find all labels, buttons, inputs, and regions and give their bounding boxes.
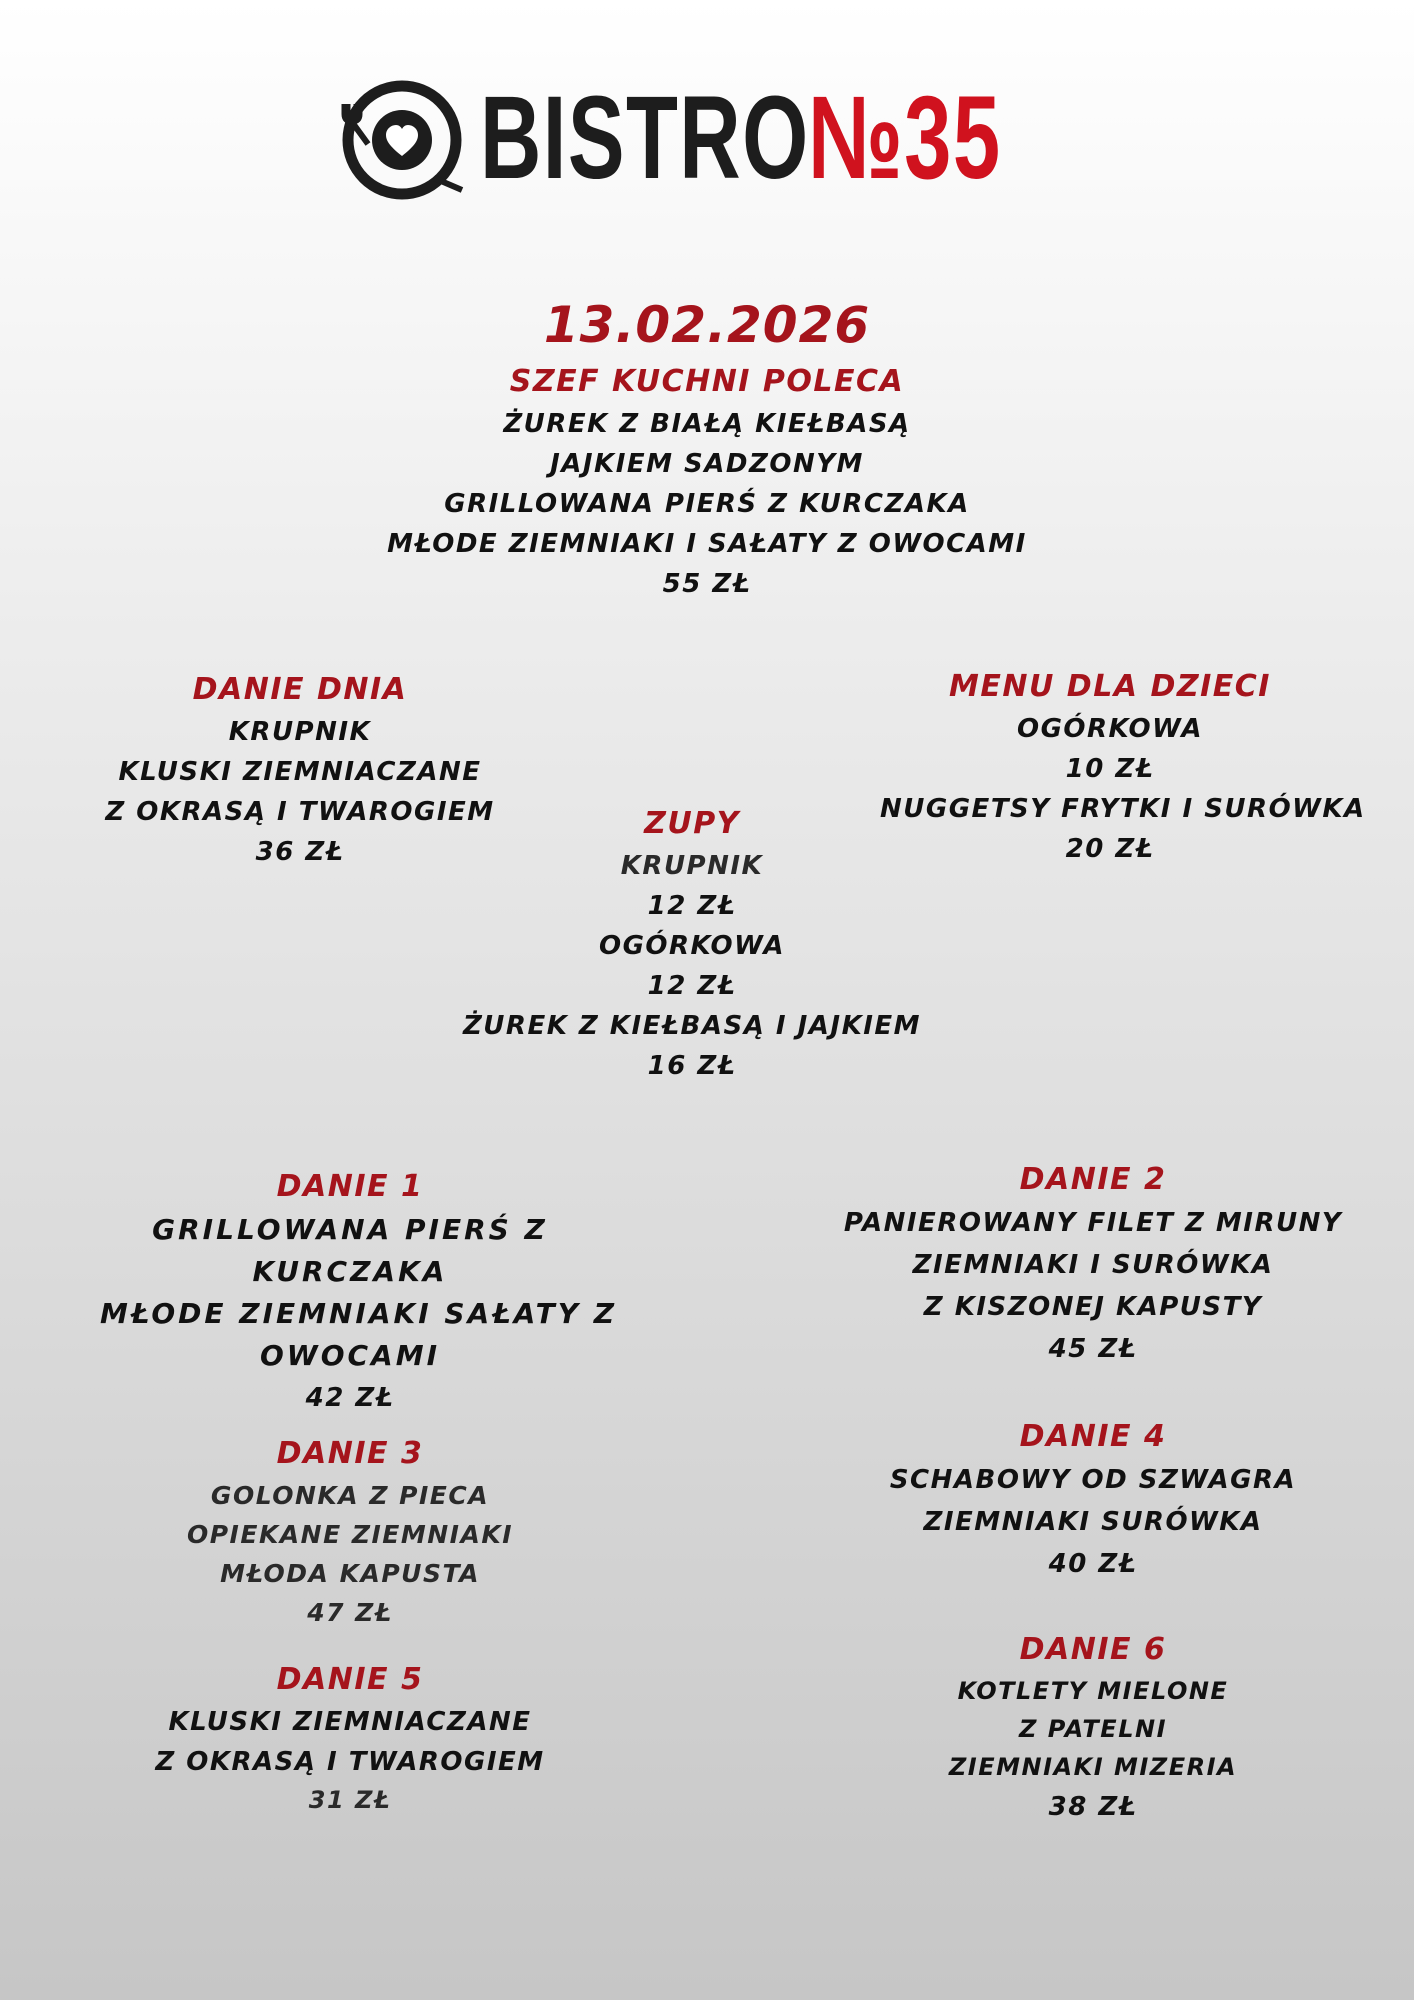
logo-text-bistro: BISTRO (480, 72, 810, 204)
menu-line: Z OKRASĄ I TWAROGIEM (105, 797, 495, 827)
menu-line: OPIEKANE ZIEMNIAKI (186, 1520, 513, 1549)
section-title: DANIE 2 (1019, 1162, 1167, 1197)
dish-1-section (100, 1165, 618, 1419)
dish-2-section (843, 1158, 1343, 1370)
kids-menu-section (880, 665, 1366, 869)
menu-line: KRUPNIK (228, 717, 372, 747)
price: 12 ZŁ (647, 971, 737, 1001)
plate-heart-icon (334, 74, 464, 204)
dish-3-section (150, 1432, 550, 1632)
menu-line: ZIEMNIAKI I SURÓWKA (912, 1250, 1274, 1280)
menu-line: Z KISZONEJ KAPUSTY (923, 1292, 1263, 1322)
menu-line: OGÓRKOWA (1016, 714, 1204, 744)
menu-line: MŁODA KAPUSTA (220, 1559, 480, 1588)
menu-line: OGÓRKOWA (598, 931, 786, 961)
price: 36 ZŁ (255, 837, 345, 867)
menu-line: KLUSKI ZIEMNIACZANE (118, 757, 482, 787)
menu-line: JAJKIEM SADZONYM (550, 449, 864, 479)
price: 16 ZŁ (647, 1051, 737, 1081)
price: 31 ZŁ (308, 1786, 392, 1814)
menu-line: ZIEMNIAKI SURÓWKA (923, 1507, 1263, 1537)
price: 55 ZŁ (662, 569, 752, 599)
chef-special-section (357, 360, 1057, 604)
bistro-logo (334, 74, 1010, 204)
section-title: MENU DLA DZIECI (949, 669, 1271, 704)
price: 10 ZŁ (1065, 754, 1155, 784)
menu-line: Z OKRASĄ I TWAROGIEM (155, 1747, 545, 1777)
section-title: DANIE 3 (276, 1436, 424, 1471)
price: 20 ZŁ (1065, 834, 1155, 864)
section-title: DANIE 5 (276, 1662, 424, 1697)
menu-date-block (357, 292, 1057, 358)
logo-text-number: №35 (808, 72, 1002, 204)
menu-date: 13.02.2026 (543, 296, 871, 354)
menu-line: KRUPNIK (620, 851, 764, 881)
dish-4-section (843, 1415, 1343, 1585)
menu-line: PANIEROWANY FILET Z MIRUNY (843, 1208, 1343, 1238)
price: 12 ZŁ (647, 891, 737, 921)
menu-line: OWOCAMI (260, 1339, 440, 1372)
menu-line: ŻUREK Z BIAŁĄ KIEŁBASĄ (503, 409, 911, 439)
section-title: SZEF KUCHNI POLECA (509, 364, 905, 399)
menu-line: MŁODE ZIEMNIAKI SAŁATY Z (100, 1297, 618, 1330)
menu-line: ŻUREK Z KIEŁBASĄ I JAJKIEM (462, 1011, 922, 1041)
dish-6-section (843, 1628, 1343, 1828)
menu-line: MŁODE ZIEMNIAKI I SAŁATY Z OWOCAMI (387, 529, 1027, 559)
section-title: DANIE 1 (276, 1169, 424, 1204)
price: 42 ZŁ (305, 1383, 395, 1413)
menu-line: KURCZAKA (252, 1255, 448, 1288)
price: 40 ZŁ (1048, 1549, 1138, 1579)
menu-line: GRILLOWANA PIERŚ Z KURCZAKA (444, 489, 970, 519)
daily-dish-section (100, 668, 500, 872)
menu-line: NUGGETSY FRYTKI I SURÓWKA (880, 794, 1366, 824)
section-title: DANIE DNIA (192, 672, 408, 707)
price: 45 ZŁ (1048, 1334, 1138, 1364)
soups-section (442, 802, 942, 1086)
menu-line: ZIEMNIAKI MIZERIA (948, 1753, 1238, 1781)
dish-5-section (150, 1658, 550, 1818)
menu-line: KOTLETY MIELONE (957, 1677, 1229, 1705)
price: 38 ZŁ (1048, 1792, 1138, 1822)
menu-line: GOLONKA Z PIECA (210, 1481, 490, 1510)
menu-line: GRILLOWANA PIERŚ Z (152, 1213, 548, 1246)
section-title: DANIE 4 (1019, 1419, 1167, 1454)
menu-line: SCHABOWY OD SZWAGRA (889, 1465, 1297, 1495)
menu-line: Z PATELNI (1019, 1715, 1167, 1743)
section-title: ZUPY (644, 806, 740, 841)
section-title: DANIE 6 (1019, 1632, 1167, 1667)
price: 47 ZŁ (307, 1598, 393, 1627)
menu-line: KLUSKI ZIEMNIACZANE (168, 1707, 532, 1737)
